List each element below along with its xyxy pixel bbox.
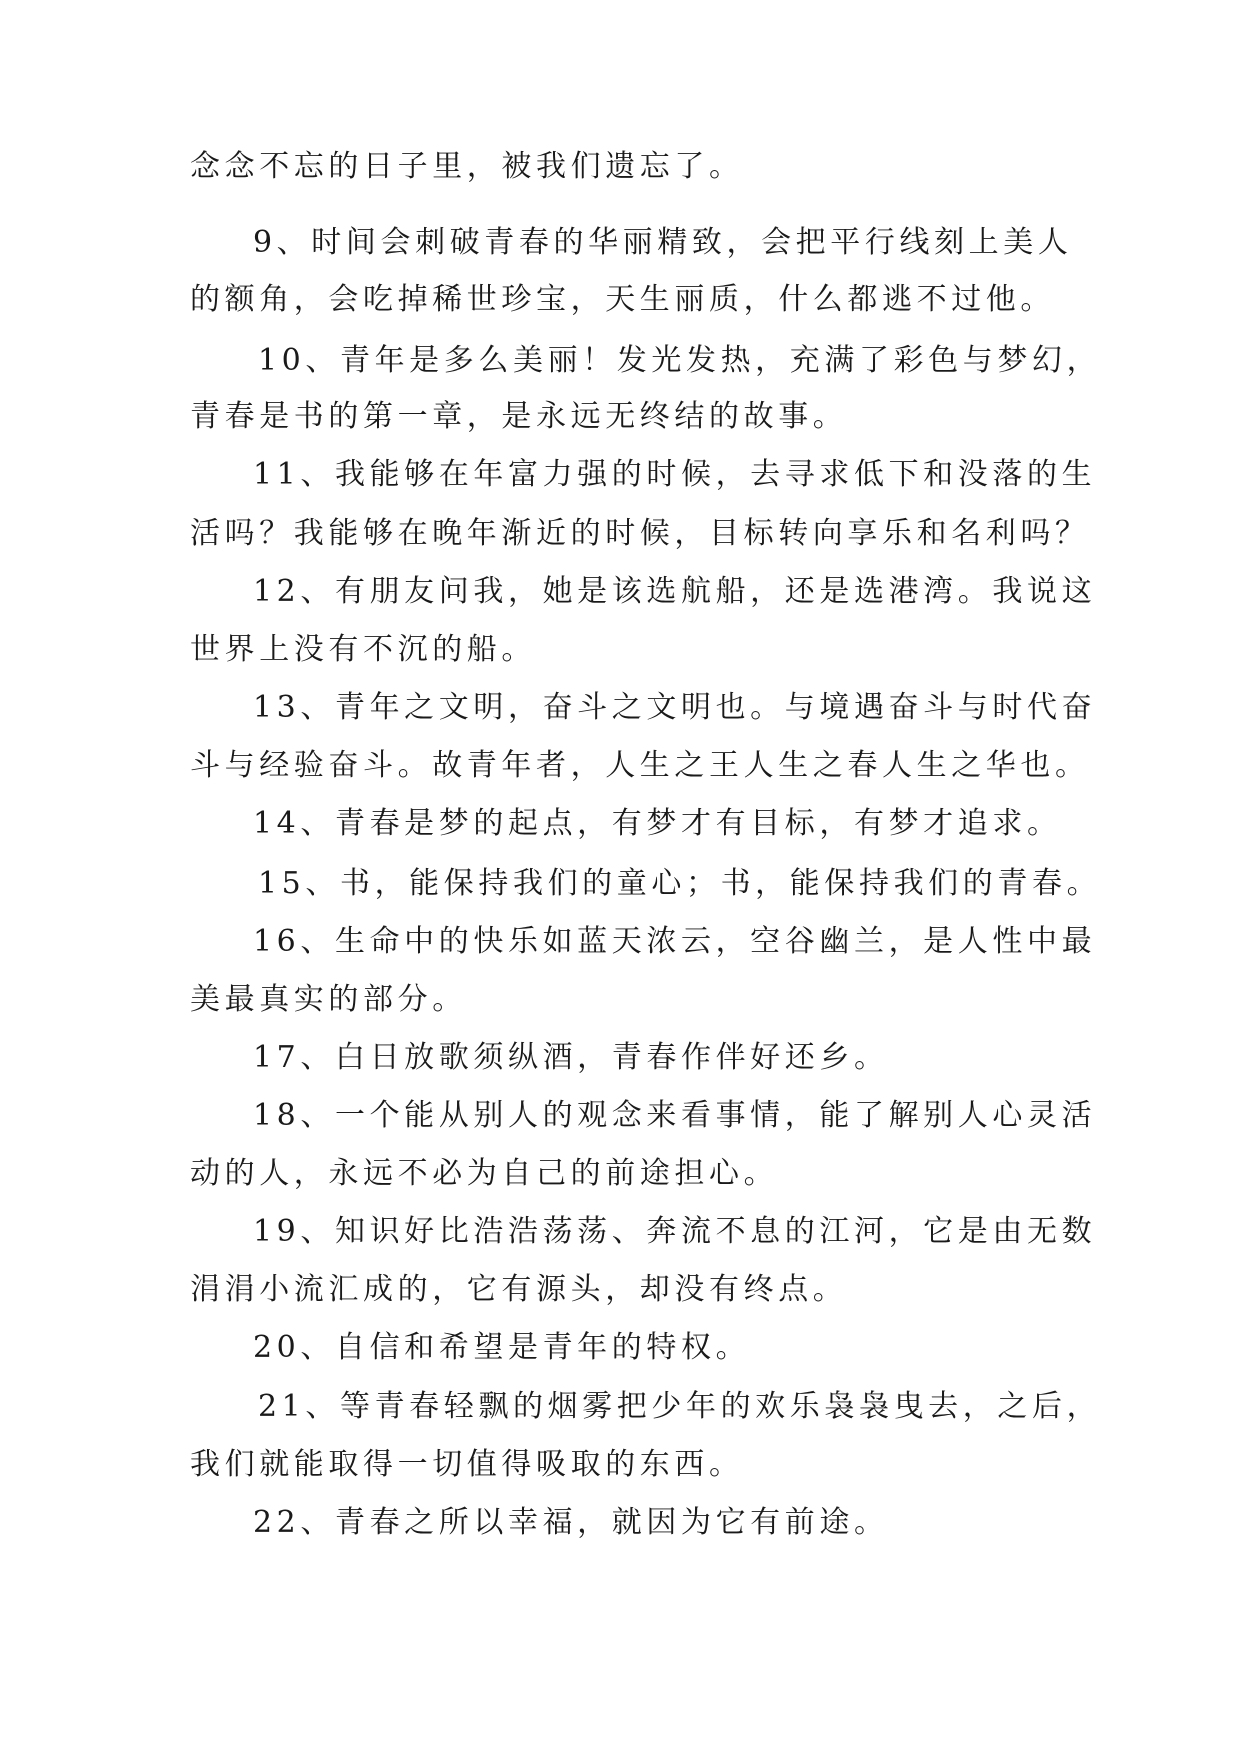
text-line: 12、有朋友问我，她是该选航船，还是选港湾。我说这: [253, 574, 1097, 609]
text-line: 17、白日放歌须纵酒，青春作伴好还乡。: [253, 1040, 889, 1075]
text-line: 16、生命中的快乐如蓝天浓云，空谷幽兰，是人性中最: [253, 924, 1097, 959]
text-line: 青春是书的第一章，是永远无终结的故事。: [190, 399, 848, 434]
text-line: 21、等青春轻飘的烟雾把少年的欢乐袅袅曳去，之后，: [258, 1389, 1102, 1424]
text-line: 18、一个能从别人的观念来看事情，能了解别人心灵活: [253, 1098, 1097, 1133]
text-line: 10、青年是多么美丽！发光发热，充满了彩色与梦幻，: [258, 343, 1102, 378]
text-line: 活吗？我能够在晚年渐近的时候，目标转向享乐和名利吗？: [190, 516, 1090, 551]
text-line: 20、自信和希望是青年的特权。: [253, 1330, 751, 1365]
text-line: 22、青春之所以幸福，就因为它有前途。: [253, 1505, 889, 1540]
text-line: 世界上没有不沉的船。: [190, 632, 536, 667]
text-line: 13、青年之文明，奋斗之文明也。与境遇奋斗与时代奋: [253, 690, 1097, 725]
text-line: 19、知识好比浩浩荡荡、奔流不息的江河，它是由无数: [253, 1214, 1097, 1249]
text-line: 念念不忘的日子里，被我们遗忘了。: [190, 149, 744, 184]
text-line: 的额角，会吃掉稀世珍宝，天生丽质，什么都逃不过他。: [190, 282, 1055, 317]
text-line: 涓涓小流汇成的，它有源头，却没有终点。: [190, 1272, 848, 1307]
text-line: 美最真实的部分。: [190, 982, 467, 1017]
text-line: 14、青春是梦的起点，有梦才有目标，有梦才追求。: [253, 806, 1062, 841]
text-line: 11、我能够在年富力强的时候，去寻求低下和没落的生: [253, 457, 1097, 492]
text-line: 斗与经验奋斗。故青年者，人生之王人生之春人生之华也。: [190, 748, 1090, 783]
text-line: 15、书，能保持我们的童心；书，能保持我们的青春。: [258, 866, 1102, 901]
text-line: 我们就能取得一切值得吸取的东西。: [190, 1447, 744, 1482]
text-line: 动的人，永远不必为自己的前途担心。: [190, 1156, 779, 1191]
text-line: 9、时间会刺破青春的华丽精致，会把平行线刻上美人: [253, 225, 1073, 260]
